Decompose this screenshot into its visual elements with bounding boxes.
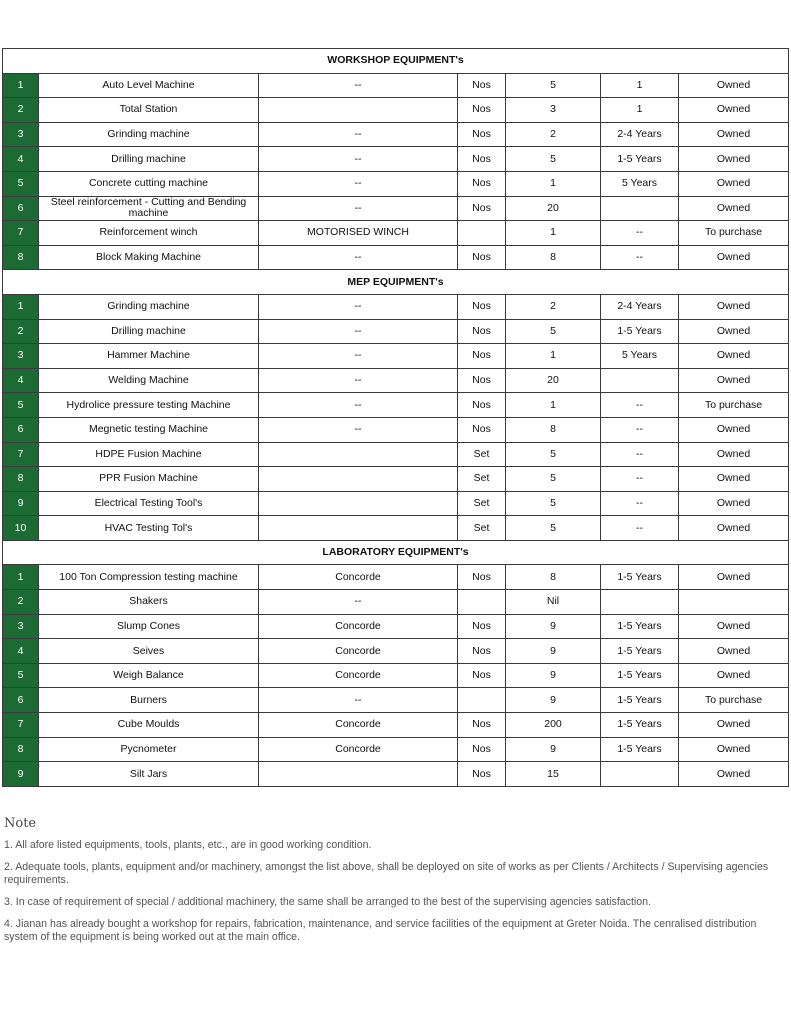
- row-number-cell: 8: [3, 245, 39, 270]
- ownership-status-cell: Owned: [679, 639, 789, 664]
- table-row: [3, 147, 789, 172]
- make-model-cell: Concorde: [259, 565, 458, 590]
- make-model-cell: --: [259, 73, 458, 98]
- quantity-cell: 1: [506, 221, 601, 246]
- note-item-2: 2. Adequate tools, plants, equipment and/or machinery, amongst the list above, shall be deployed on site of works as per Clients / Architects / Supervising agencies requirements.: [4, 861, 769, 886]
- notes-section: [4, 816, 784, 953]
- quantity-cell: 1: [506, 344, 601, 369]
- equipment-name-cell: Burners: [39, 688, 259, 713]
- row-number-cell: 10: [3, 516, 39, 541]
- table-row: [3, 442, 789, 467]
- equipment-name-cell: Megnetic testing Machine: [39, 417, 259, 442]
- make-model-cell: --: [259, 245, 458, 270]
- table-row: [3, 368, 789, 393]
- quantity-cell: 3: [506, 98, 601, 123]
- section-header-row: [3, 270, 789, 295]
- unit-cell: Nos: [458, 614, 506, 639]
- equipment-name-cell: Reinforcement winch: [39, 221, 259, 246]
- quantity-cell: 5: [506, 442, 601, 467]
- row-number-cell: 2: [3, 590, 39, 615]
- ownership-status-cell: Owned: [679, 491, 789, 516]
- make-model-cell: --: [259, 368, 458, 393]
- quantity-cell: 8: [506, 245, 601, 270]
- unit-cell: Nos: [458, 565, 506, 590]
- unit-cell: [458, 221, 506, 246]
- quantity-cell: 20: [506, 368, 601, 393]
- make-model-cell: --: [259, 294, 458, 319]
- table-row: [3, 516, 789, 541]
- equipment-name-cell: HDPE Fusion Machine: [39, 442, 259, 467]
- quantity-cell: 9: [506, 737, 601, 762]
- age-cell: 5 Years: [601, 344, 679, 369]
- equipment-name-cell: 100 Ton Compression testing machine: [39, 565, 259, 590]
- table-row: [3, 393, 789, 418]
- unit-cell: Set: [458, 491, 506, 516]
- unit-cell: Nos: [458, 762, 506, 787]
- quantity-cell: 9: [506, 688, 601, 713]
- table-row: [3, 565, 789, 590]
- table-row: [3, 344, 789, 369]
- row-number-cell: 1: [3, 294, 39, 319]
- make-model-cell: --: [259, 344, 458, 369]
- table-row: [3, 122, 789, 147]
- row-number-cell: 7: [3, 442, 39, 467]
- unit-cell: [458, 590, 506, 615]
- ownership-status-cell: Owned: [679, 614, 789, 639]
- ownership-status-cell: Owned: [679, 147, 789, 172]
- table-row: [3, 737, 789, 762]
- quantity-cell: 200: [506, 713, 601, 738]
- table-row: [3, 245, 789, 270]
- unit-cell: Nos: [458, 344, 506, 369]
- age-cell: 1-5 Years: [601, 614, 679, 639]
- make-model-cell: --: [259, 147, 458, 172]
- row-number-cell: 1: [3, 565, 39, 590]
- section-title: LABORATORY EQUIPMENT's: [3, 540, 789, 565]
- table-row: [3, 294, 789, 319]
- age-cell: 2-4 Years: [601, 294, 679, 319]
- equipment-name-cell: Concrete cutting machine: [39, 171, 259, 196]
- equipment-name-cell: HVAC Testing Tol's: [39, 516, 259, 541]
- table-row: [3, 98, 789, 123]
- note-item-3: 3. In case of requirement of special / additional machinery, the same shall be arranged to the best of the supervising agencies satisfaction.: [4, 896, 651, 908]
- age-cell: --: [601, 442, 679, 467]
- equipment-table-body: [3, 49, 789, 787]
- ownership-status-cell: Owned: [679, 319, 789, 344]
- age-cell: [601, 762, 679, 787]
- unit-cell: Nos: [458, 713, 506, 738]
- row-number-cell: 6: [3, 688, 39, 713]
- age-cell: 1-5 Years: [601, 147, 679, 172]
- quantity-cell: 5: [506, 467, 601, 492]
- make-model-cell: Concorde: [259, 713, 458, 738]
- ownership-status-cell: Owned: [679, 294, 789, 319]
- age-cell: --: [601, 417, 679, 442]
- row-number-cell: 2: [3, 98, 39, 123]
- quantity-cell: Nil: [506, 590, 601, 615]
- row-number-cell: 3: [3, 122, 39, 147]
- row-number-cell: 5: [3, 171, 39, 196]
- make-model-cell: [259, 762, 458, 787]
- quantity-cell: 5: [506, 516, 601, 541]
- make-model-cell: [259, 442, 458, 467]
- ownership-status-cell: Owned: [679, 73, 789, 98]
- unit-cell: Nos: [458, 417, 506, 442]
- age-cell: --: [601, 393, 679, 418]
- row-number-cell: 9: [3, 491, 39, 516]
- equipment-name-cell: Block Making Machine: [39, 245, 259, 270]
- age-cell: --: [601, 221, 679, 246]
- age-cell: 1-5 Years: [601, 663, 679, 688]
- table-row: [3, 713, 789, 738]
- unit-cell: Nos: [458, 294, 506, 319]
- equipment-name-cell: Seives: [39, 639, 259, 664]
- age-cell: 1-5 Years: [601, 688, 679, 713]
- row-number-cell: 1: [3, 73, 39, 98]
- table-row: [3, 171, 789, 196]
- ownership-status-cell: Owned: [679, 122, 789, 147]
- ownership-status-cell: Owned: [679, 516, 789, 541]
- equipment-name-cell: Drilling machine: [39, 319, 259, 344]
- unit-cell: Nos: [458, 196, 506, 221]
- ownership-status-cell: [679, 590, 789, 615]
- section-header-row: [3, 49, 789, 74]
- note-item-1: 1. All afore listed equipments, tools, plants, etc., are in good working condition.: [4, 839, 372, 851]
- age-cell: 2-4 Years: [601, 122, 679, 147]
- row-number-cell: 4: [3, 147, 39, 172]
- unit-cell: Nos: [458, 73, 506, 98]
- equipment-name-cell: Shakers: [39, 590, 259, 615]
- age-cell: [601, 196, 679, 221]
- make-model-cell: [259, 467, 458, 492]
- equipment-name-cell: Drilling machine: [39, 147, 259, 172]
- unit-cell: Set: [458, 516, 506, 541]
- ownership-status-cell: Owned: [679, 245, 789, 270]
- ownership-status-cell: To purchase: [679, 688, 789, 713]
- age-cell: --: [601, 245, 679, 270]
- equipment-name-cell: Auto Level Machine: [39, 73, 259, 98]
- section-title: WORKSHOP EQUIPMENT's: [3, 49, 789, 74]
- ownership-status-cell: Owned: [679, 98, 789, 123]
- equipment-name-cell: Welding Machine: [39, 368, 259, 393]
- age-cell: 1-5 Years: [601, 713, 679, 738]
- quantity-cell: 1: [506, 171, 601, 196]
- table-row: [3, 491, 789, 516]
- unit-cell: Nos: [458, 98, 506, 123]
- ownership-status-cell: To purchase: [679, 221, 789, 246]
- unit-cell: Nos: [458, 147, 506, 172]
- make-model-cell: --: [259, 393, 458, 418]
- make-model-cell: --: [259, 319, 458, 344]
- age-cell: 1-5 Years: [601, 565, 679, 590]
- ownership-status-cell: Owned: [679, 663, 789, 688]
- row-number-cell: 2: [3, 319, 39, 344]
- make-model-cell: [259, 516, 458, 541]
- ownership-status-cell: Owned: [679, 713, 789, 738]
- age-cell: 1-5 Years: [601, 737, 679, 762]
- age-cell: --: [601, 467, 679, 492]
- ownership-status-cell: Owned: [679, 442, 789, 467]
- quantity-cell: 8: [506, 417, 601, 442]
- age-cell: --: [601, 491, 679, 516]
- make-model-cell: --: [259, 171, 458, 196]
- make-model-cell: [259, 98, 458, 123]
- unit-cell: Nos: [458, 737, 506, 762]
- make-model-cell: --: [259, 196, 458, 221]
- quantity-cell: 2: [506, 294, 601, 319]
- table-row: [3, 319, 789, 344]
- equipment-name-cell: Hydrolice pressure testing Machine: [39, 393, 259, 418]
- quantity-cell: 9: [506, 614, 601, 639]
- make-model-cell: --: [259, 122, 458, 147]
- ownership-status-cell: Owned: [679, 467, 789, 492]
- quantity-cell: 1: [506, 393, 601, 418]
- row-number-cell: 5: [3, 663, 39, 688]
- row-number-cell: 7: [3, 713, 39, 738]
- age-cell: [601, 590, 679, 615]
- table-row: [3, 590, 789, 615]
- equipment-name-cell: Weigh Balance: [39, 663, 259, 688]
- unit-cell: Nos: [458, 122, 506, 147]
- table-row: [3, 639, 789, 664]
- note-item-4: 4. Jianan has already bought a workshop for repairs, fabrication, maintenance, and service facilities of the equipment at Greter Noida. The cenralised distribution system of the equipment is being worked out at the main office.: [4, 918, 757, 943]
- row-number-cell: 5: [3, 393, 39, 418]
- table-row: [3, 417, 789, 442]
- table-row: [3, 688, 789, 713]
- quantity-cell: 5: [506, 491, 601, 516]
- table-row: [3, 663, 789, 688]
- quantity-cell: 5: [506, 147, 601, 172]
- equipment-table: [2, 48, 789, 787]
- make-model-cell: Concorde: [259, 639, 458, 664]
- table-row: [3, 221, 789, 246]
- age-cell: 1: [601, 73, 679, 98]
- quantity-cell: 5: [506, 319, 601, 344]
- equipment-name-cell: Grinding machine: [39, 294, 259, 319]
- equipment-name-cell: Cube Moulds: [39, 713, 259, 738]
- age-cell: 5 Years: [601, 171, 679, 196]
- notes-title: Note: [4, 816, 37, 831]
- make-model-cell: Concorde: [259, 737, 458, 762]
- unit-cell: Set: [458, 442, 506, 467]
- ownership-status-cell: Owned: [679, 417, 789, 442]
- age-cell: --: [601, 516, 679, 541]
- quantity-cell: 9: [506, 639, 601, 664]
- equipment-name-cell: Grinding machine: [39, 122, 259, 147]
- make-model-cell: Concorde: [259, 614, 458, 639]
- unit-cell: Nos: [458, 393, 506, 418]
- ownership-status-cell: Owned: [679, 196, 789, 221]
- unit-cell: Nos: [458, 368, 506, 393]
- equipment-name-cell: Hammer Machine: [39, 344, 259, 369]
- ownership-status-cell: Owned: [679, 762, 789, 787]
- age-cell: 1-5 Years: [601, 639, 679, 664]
- make-model-cell: --: [259, 417, 458, 442]
- quantity-cell: 8: [506, 565, 601, 590]
- row-number-cell: 6: [3, 196, 39, 221]
- row-number-cell: 4: [3, 368, 39, 393]
- unit-cell: Nos: [458, 171, 506, 196]
- ownership-status-cell: Owned: [679, 171, 789, 196]
- row-number-cell: 3: [3, 344, 39, 369]
- table-row: [3, 196, 789, 221]
- quantity-cell: 20: [506, 196, 601, 221]
- unit-cell: Nos: [458, 245, 506, 270]
- unit-cell: Nos: [458, 639, 506, 664]
- table-row: [3, 762, 789, 787]
- age-cell: [601, 368, 679, 393]
- ownership-status-cell: Owned: [679, 368, 789, 393]
- equipment-name-cell: Steel reinforcement - Cutting and Bending machine: [39, 196, 259, 221]
- unit-cell: Set: [458, 467, 506, 492]
- row-number-cell: 7: [3, 221, 39, 246]
- ownership-status-cell: To purchase: [679, 393, 789, 418]
- table-row: [3, 467, 789, 492]
- make-model-cell: Concorde: [259, 663, 458, 688]
- make-model-cell: MOTORISED WINCH: [259, 221, 458, 246]
- ownership-status-cell: Owned: [679, 565, 789, 590]
- row-number-cell: 4: [3, 639, 39, 664]
- row-number-cell: 8: [3, 467, 39, 492]
- age-cell: 1-5 Years: [601, 319, 679, 344]
- ownership-status-cell: Owned: [679, 344, 789, 369]
- make-model-cell: --: [259, 590, 458, 615]
- unit-cell: Nos: [458, 663, 506, 688]
- equipment-name-cell: Total Station: [39, 98, 259, 123]
- table-row: [3, 614, 789, 639]
- equipment-name-cell: Slump Cones: [39, 614, 259, 639]
- quantity-cell: 9: [506, 663, 601, 688]
- table-row: [3, 73, 789, 98]
- quantity-cell: 5: [506, 73, 601, 98]
- quantity-cell: 2: [506, 122, 601, 147]
- section-title: MEP EQUIPMENT's: [3, 270, 789, 295]
- make-model-cell: [259, 491, 458, 516]
- section-header-row: [3, 540, 789, 565]
- equipment-name-cell: Silt Jars: [39, 762, 259, 787]
- make-model-cell: --: [259, 688, 458, 713]
- row-number-cell: 8: [3, 737, 39, 762]
- row-number-cell: 9: [3, 762, 39, 787]
- row-number-cell: 6: [3, 417, 39, 442]
- equipment-name-cell: PPR Fusion Machine: [39, 467, 259, 492]
- unit-cell: [458, 688, 506, 713]
- quantity-cell: 15: [506, 762, 601, 787]
- row-number-cell: 3: [3, 614, 39, 639]
- ownership-status-cell: Owned: [679, 737, 789, 762]
- equipment-name-cell: Pycnometer: [39, 737, 259, 762]
- equipment-name-cell: Electrical Testing Tool's: [39, 491, 259, 516]
- unit-cell: Nos: [458, 319, 506, 344]
- age-cell: 1: [601, 98, 679, 123]
